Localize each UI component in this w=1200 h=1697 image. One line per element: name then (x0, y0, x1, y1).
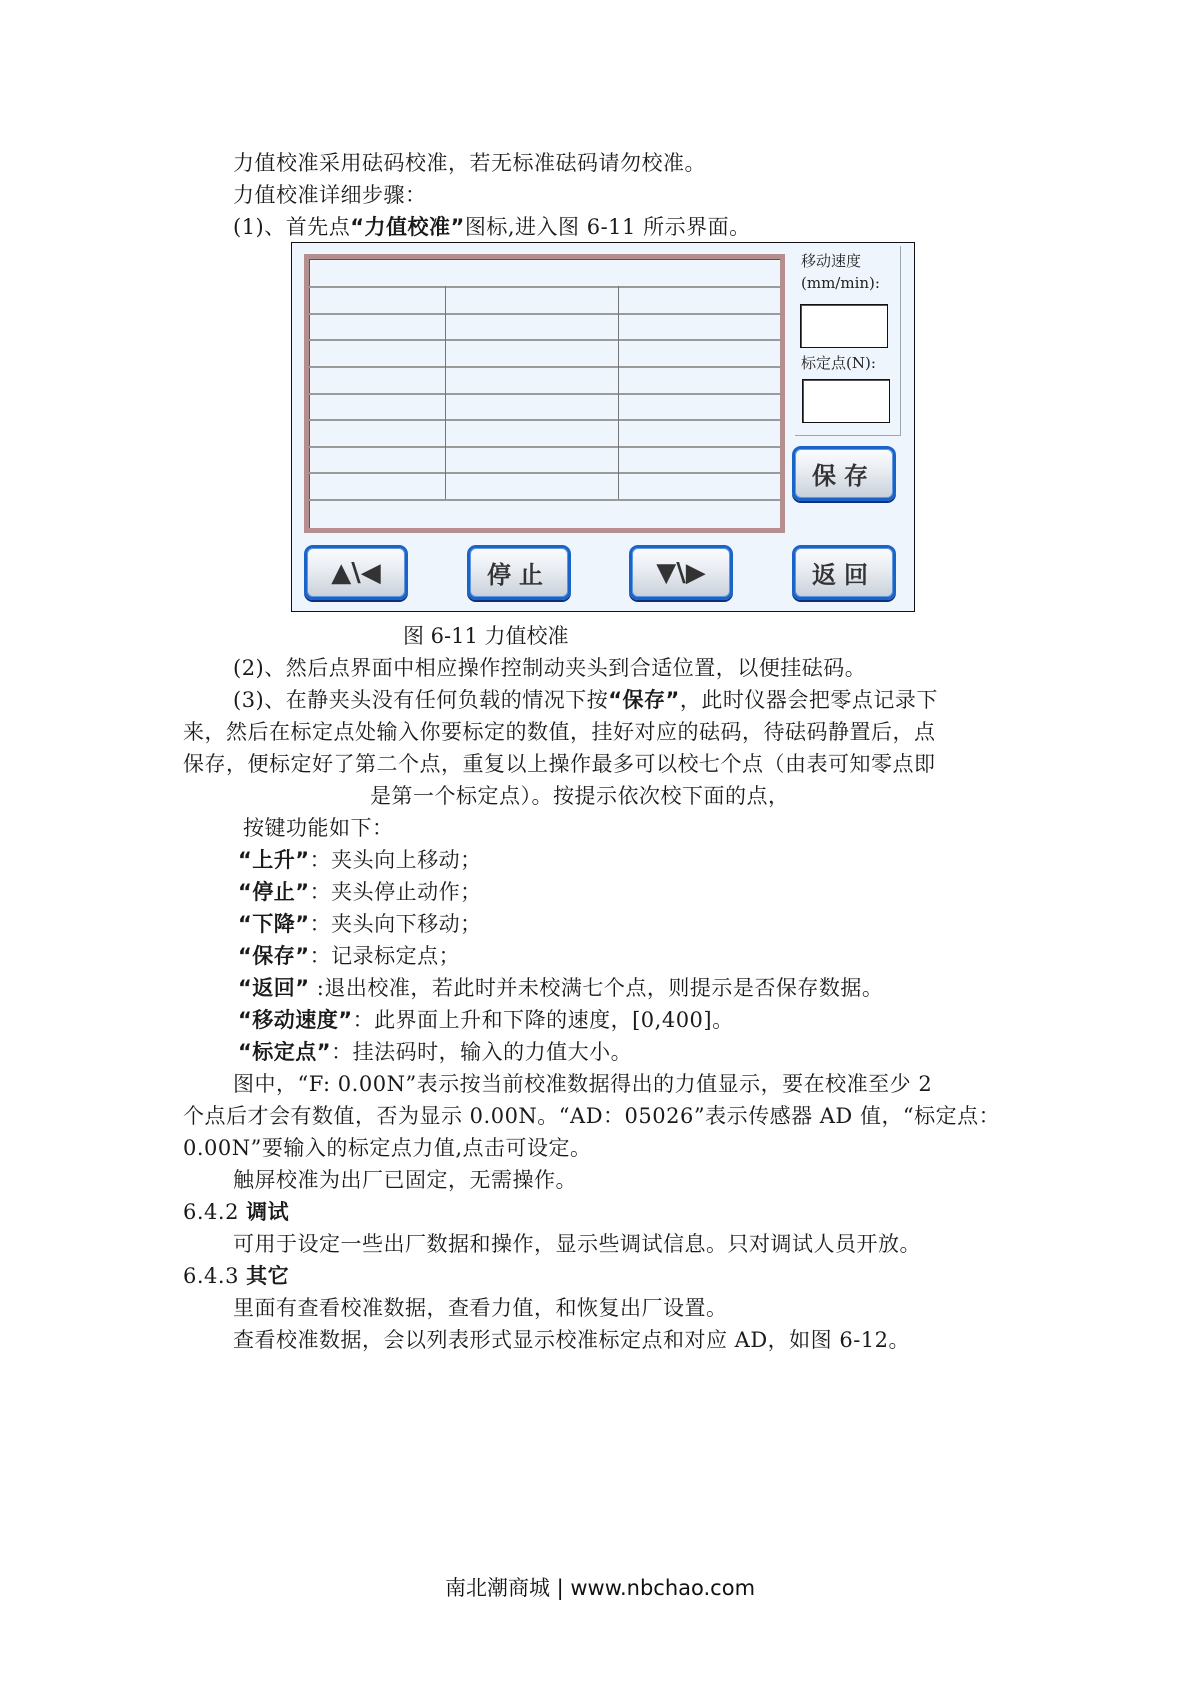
step-3-bold: “保存” (608, 688, 680, 712)
back-button-label: 返回 (812, 560, 876, 589)
table-row-line (309, 366, 780, 368)
intro-line-1: 力值校准采用砝码校准，若无标准砝码请勿校准。 (233, 151, 706, 175)
key-name: “下降” (238, 912, 310, 936)
key-item (238, 1004, 734, 1036)
down-button[interactable] (629, 545, 733, 600)
key-name: “移动速度” (238, 1008, 353, 1032)
section-number: 6.4.3 (183, 1264, 239, 1288)
key-desc: ：记录标定点； (309, 944, 461, 968)
step-2: (2)、然后点界面中相应操作控制动夹头到合适位置，以便挂砝码。 (233, 656, 867, 680)
key-item (238, 972, 883, 1004)
up-left-arrow-icon: ▲\◀ (331, 557, 381, 588)
section-body: 可用于设定一些出厂数据和操作，显示些调试信息。只对调试人员开放。 (233, 1232, 921, 1256)
footer-watermark: 南北潮商城 | www.nbchao.com (444, 1576, 756, 1600)
table-row-line (309, 472, 780, 474)
section-body: 里面有查看校准数据，查看力值，和恢复出厂设置。 (233, 1296, 728, 1320)
step-1-suffix: 图标,进入图 6-11 所示界面。 (464, 215, 751, 239)
step-3-line-3: 保存，便标定好了第二个点，重复以上操作最多可以校七个点（由表可知零点即 (183, 752, 936, 776)
table-row-line (309, 499, 780, 501)
key-name: “上升” (238, 848, 310, 872)
section-number: 6.4.2 (183, 1200, 239, 1224)
down-right-arrow-icon: ▼\▶ (656, 557, 706, 588)
key-item (238, 844, 482, 876)
table-row-line (309, 446, 780, 448)
intro-line-2: 力值校准详细步骤： (233, 183, 427, 207)
section-body: 查看校准数据，会以列表形式显示校准标定点和对应 AD，如图 6-12。 (233, 1328, 911, 1352)
table-row-line (309, 419, 780, 421)
key-desc: ：挂法码时，输入的力值大小。 (331, 1040, 633, 1064)
step-3-line-2: 来，然后在标定点处输入你要标定的数值，挂好对应的砝码，待砝码静置后，点 (183, 720, 936, 744)
step-3-prefix: (3)、在静夹头没有任何负载的情况下按 (233, 688, 609, 712)
section-title: 调试 (246, 1200, 290, 1224)
table-row-line (309, 286, 780, 288)
note-line-3: 0.00N”要输入的标定点力值,点击可设定。 (183, 1136, 592, 1160)
section-heading-6-4-3 (183, 1260, 289, 1292)
calibration-table (304, 254, 785, 533)
speed-input[interactable] (800, 304, 888, 348)
note-line-1: 图中，“F: 0.00N”表示按当前校准数据得出的力值显示，要在校准至少 2 (233, 1072, 933, 1096)
table-row-line (309, 339, 780, 341)
section-heading-6-4-2 (183, 1196, 289, 1228)
up-button[interactable] (304, 545, 408, 600)
key-desc: ：夹头停止动作； (309, 880, 482, 904)
calibration-screen-figure (291, 242, 915, 612)
keys-heading: 按键功能如下： (243, 816, 394, 840)
calib-point-label: 标定点(N): (801, 354, 876, 372)
step-1-bold: “力值校准” (350, 215, 465, 239)
key-item (238, 1036, 632, 1068)
step-1 (233, 211, 751, 243)
key-name: “停止” (238, 880, 310, 904)
section-title: 其它 (246, 1264, 290, 1288)
save-button[interactable] (792, 446, 896, 501)
key-desc: ：此界面上升和下降的速度，[0,400]。 (352, 1008, 734, 1032)
key-desc: ：夹头向下移动； (309, 912, 482, 936)
step-3-line-4: 是第一个标定点）。按提示依次校下面的点， (370, 784, 790, 808)
key-name: “保存” (238, 944, 310, 968)
key-item (238, 908, 482, 940)
key-name: “返回” (238, 976, 310, 1000)
back-button[interactable] (792, 545, 896, 600)
speed-unit-label: (mm/min): (801, 274, 880, 292)
calib-point-input[interactable] (802, 379, 890, 423)
table-column-line (445, 286, 446, 499)
step-1-prefix: (1)、首先点 (233, 215, 351, 239)
step-3-suffix: ，此时仪器会把零点记录下 (679, 688, 938, 712)
key-desc: :退出校准，若此时并未校满七个点，则提示是否保存数据。 (309, 976, 884, 1000)
save-button-label: 保存 (812, 461, 876, 490)
note-line-2: 个点后才会有数值，否为显示 0.00N。“AD：05026”表示传感器 AD 值，“标定点： (183, 1104, 1001, 1128)
table-row-line (309, 393, 780, 395)
table-row-line (309, 313, 780, 315)
key-item (238, 940, 460, 972)
speed-label: 移动速度 (801, 252, 862, 270)
settings-side-panel (795, 246, 901, 436)
step-3 (233, 684, 938, 716)
key-item (238, 876, 482, 908)
stop-button[interactable] (467, 545, 571, 600)
key-desc: ：夹头向上移动； (309, 848, 482, 872)
figure-caption: 图 6-11 力值校准 (403, 624, 569, 648)
key-name: “标定点” (238, 1040, 332, 1064)
table-column-line (618, 286, 619, 499)
stop-button-label: 停止 (487, 560, 551, 589)
note-line-4: 触屏校准为出厂已固定，无需操作。 (233, 1168, 577, 1192)
